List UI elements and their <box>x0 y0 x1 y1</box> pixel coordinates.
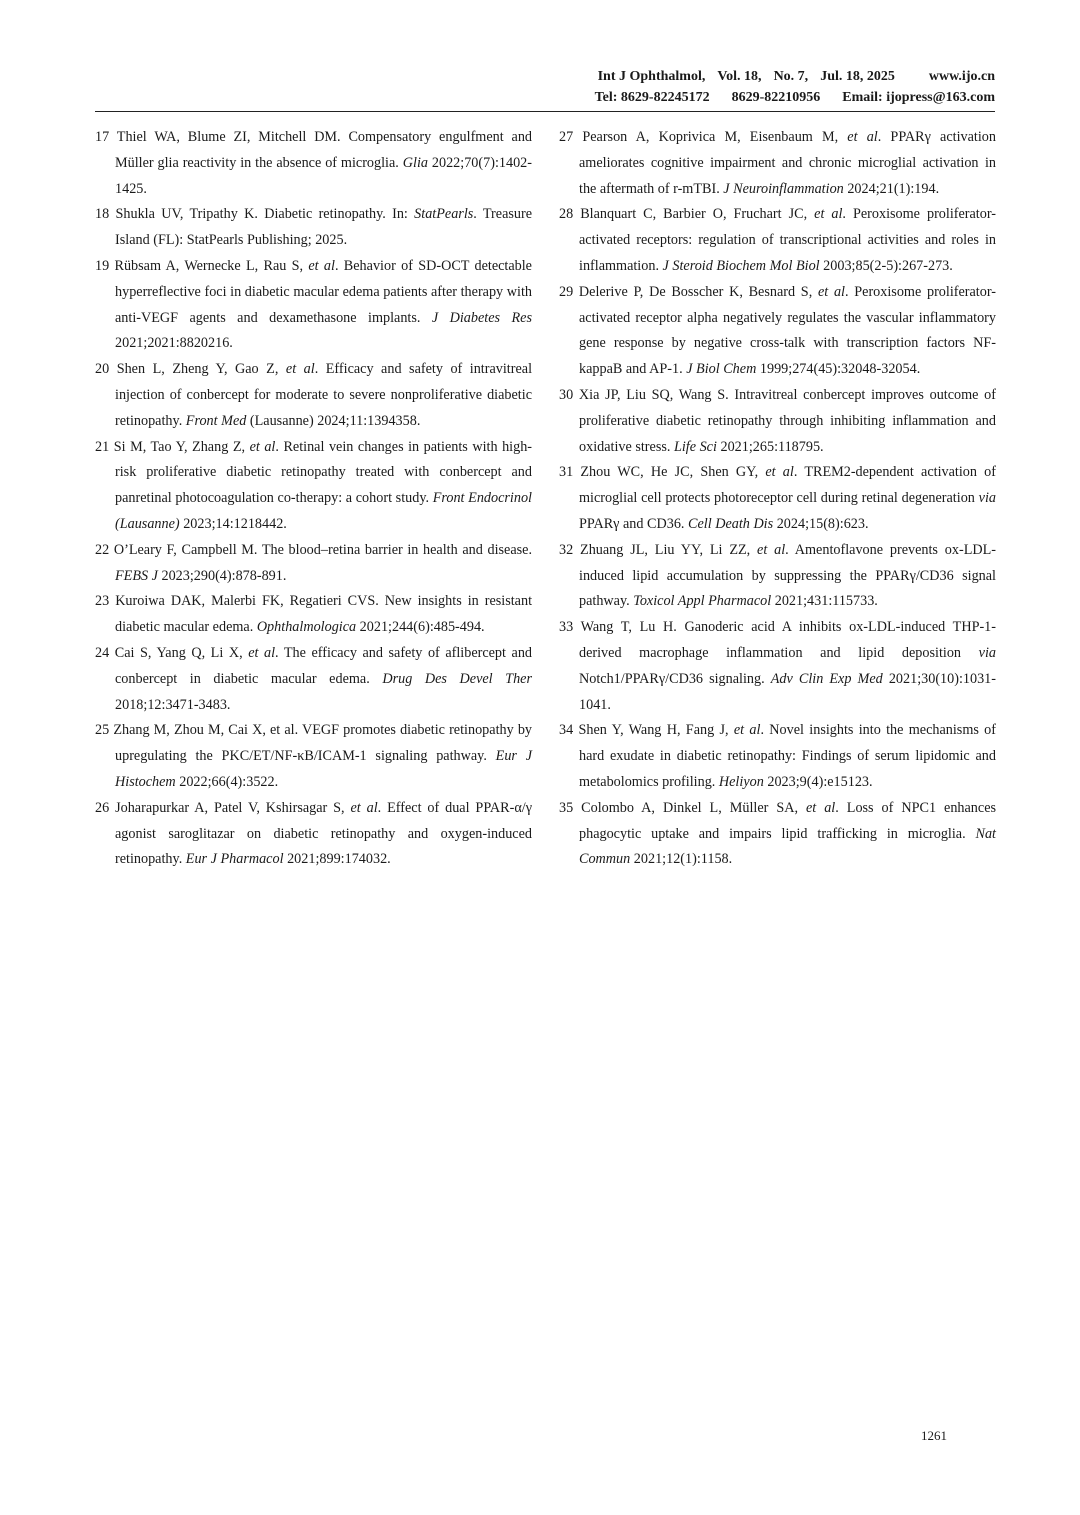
reference-et-al: et al <box>805 799 836 816</box>
reference-et-al: et al <box>285 361 315 378</box>
reference-text: . Behavior of SD-OCT detectable hyperreflective foci in diabetic macular edema patients after therapy with anti-VEGF agents and dexamethasone implants. <box>115 257 532 326</box>
reference-citation: 2023;9(4):e15123. <box>763 773 873 790</box>
reference-number: 19 <box>95 257 110 274</box>
reference-number: 23 <box>95 593 110 610</box>
reference-journal: Cell Death Dis <box>688 515 774 532</box>
running-header <box>95 66 995 108</box>
reference-citation: 2021;30(10):1031-1041. <box>579 670 996 713</box>
journal-name: Int J Ophthalmol, <box>597 69 706 84</box>
reference-number: 25 <box>95 722 110 739</box>
reference-25 <box>95 718 532 795</box>
reference-journal: StatPearls <box>414 206 474 223</box>
reference-journal: Drug Des Devel Ther <box>382 670 532 687</box>
reference-22 <box>95 538 532 590</box>
reference-citation: 2024;21(1):194. <box>843 180 940 197</box>
reference-citation: 2021;431:115733. <box>771 593 878 610</box>
reference-journal: Toxicol Appl Pharmacol <box>633 593 772 610</box>
reference-citation: 2003;85(2-5):267-273. <box>819 257 953 274</box>
reference-et-al: et al <box>249 438 276 455</box>
reference-text: Rübsam A, Wernecke L, Rau S, <box>114 257 309 274</box>
reference-journal: Life Sci <box>673 438 717 455</box>
reference-text: O’Leary F, Campbell M. The blood–retina barrier in health and disease. <box>113 541 533 558</box>
reference-28 <box>559 202 996 279</box>
reference-34 <box>559 718 996 795</box>
reference-number: 34 <box>559 722 574 739</box>
reference-32 <box>559 538 996 615</box>
reference-citation: (Lausanne) 2024;11:1394358. <box>246 412 421 429</box>
reference-journal: Eur J Histochem <box>115 748 532 790</box>
reference-27 <box>559 125 996 202</box>
reference-citation: 2023;14:1218442. <box>179 515 287 532</box>
references-right-column <box>559 125 996 873</box>
journal-email: Email: ijopress@163.com <box>842 90 995 105</box>
reference-35 <box>559 796 996 873</box>
reference-26 <box>95 796 532 873</box>
reference-text: . Peroxisome proliferator-activated receptors: regulation of transcriptional activities and roles in inflammation. <box>579 206 997 274</box>
reference-number: 27 <box>559 129 574 145</box>
reference-et-al: et al <box>248 644 276 661</box>
reference-20 <box>95 357 532 434</box>
reference-journal: J Steroid Biochem Mol Biol <box>662 257 820 274</box>
reference-citation: 2023;290(4):878-891. <box>157 567 287 584</box>
reference-via: via <box>978 490 996 507</box>
reference-text: Kuroiwa DAK, Malerbi FK, Regatieri CVS. New insights in resistant diabetic macular edema. <box>115 593 533 636</box>
reference-number: 17 <box>95 129 110 145</box>
reference-text: Joharapurkar A, Patel V, Kshirsagar S, <box>115 799 351 816</box>
reference-text: Blanquart C, Barbier O, Fruchart JC, <box>580 206 815 223</box>
journal-issue: No. 7, <box>773 69 809 84</box>
header-rule <box>95 111 995 112</box>
reference-number: 29 <box>559 283 574 300</box>
reference-et-al: et al <box>757 541 786 558</box>
reference-citation: 2022;66(4):3522. <box>175 773 279 790</box>
reference-journal: J Diabetes Res <box>431 309 532 326</box>
reference-text: . Retinal vein changes in patients with high-risk proliferative diabetic retinopathy treated with conbercept and panretinal photocoagulation co-therapy: a cohort study. <box>115 438 533 507</box>
header-contact-line <box>95 87 995 108</box>
reference-text: . Efficacy and safety of intravitreal injection of conbercept for moderate to severe nonproliferative diabetic retinopathy. <box>115 361 533 429</box>
reference-33 <box>559 615 996 718</box>
reference-text: . Peroxisome proliferator-activated receptor alpha negatively regulates the vascular inflammatory gene response by negative cross-talk with transcription factors NF-kappaB and AP-1. <box>579 283 997 378</box>
journal-volume: Vol. 18, <box>717 69 762 84</box>
reference-journal: Glia <box>402 154 428 171</box>
reference-29 <box>559 280 996 383</box>
reference-via: via <box>978 644 996 661</box>
reference-number: 20 <box>95 361 110 378</box>
reference-number: 26 <box>95 799 110 816</box>
reference-journal: Eur J Pharmacol <box>185 851 284 868</box>
reference-text: Thiel WA, Blume ZI, Mitchell DM. Compensatory engulfment and Müller glia reactivity in the absence of microglia. <box>115 129 533 171</box>
reference-et-al: et al <box>765 464 794 481</box>
reference-number: 33 <box>559 619 574 636</box>
reference-citation: 2021;899:174032. <box>283 851 391 868</box>
reference-et-al: et al <box>814 206 843 223</box>
reference-text: . Effect of dual PPAR-α/γ agonist saroglitazar on diabetic retinopathy and oxygen-induced retinopathy. <box>115 799 532 868</box>
reference-text: Si M, Tao Y, Zhang Z, <box>113 438 250 455</box>
reference-text: Cai S, Yang Q, Li X, <box>114 644 249 661</box>
reference-text: Shukla UV, Tripathy K. Diabetic retinopathy. In: <box>115 206 415 223</box>
reference-citation: 2021;265:118795. <box>716 438 824 455</box>
reference-text: Zhuang JL, Liu YY, Li ZZ, <box>580 541 758 558</box>
reference-text: . Novel insights into the mechanisms of hard exudate in diabetic retinopathy: Findings of serum lipidomic and metabolomics profiling. <box>579 722 997 790</box>
reference-text: Notch1/PPARγ/CD36 signaling. <box>579 670 771 687</box>
reference-text: . PPARγ activation ameliorates cognitive impairment and chronic microglial activation in the aftermath of r-mTBI. <box>579 129 996 197</box>
reference-number: 18 <box>95 206 110 223</box>
reference-text: . Loss of NPC1 enhances phagocytic uptake and impairs lipid trafficking in microglia. <box>579 799 997 842</box>
reference-number: 28 <box>559 206 574 223</box>
reference-journal: Front Med <box>185 412 247 429</box>
reference-text: . TREM2-dependent activation of microglial cell protects photoreceptor cell during retinal degeneration <box>579 464 997 507</box>
reference-et-al: et al <box>817 283 845 300</box>
reference-18 <box>95 202 532 254</box>
reference-citation: . Treasure Island (FL): StatPearls Publishing; 2025. <box>115 206 533 249</box>
reference-citation: 2021;2021:8820216. <box>115 335 233 352</box>
reference-et-al: et al <box>308 257 335 274</box>
journal-tel-2: 8629-82210956 <box>731 90 821 105</box>
reference-citation: 2022;70(7):1402-1425. <box>115 154 532 197</box>
reference-text: PPARγ and CD36. <box>579 515 689 532</box>
reference-journal: Adv Clin Exp Med <box>770 670 883 687</box>
reference-text: Wang T, Lu H. Ganoderic acid A inhibits ox-LDL-induced THP-1-derived macrophage inflammation and lipid deposition <box>579 619 996 661</box>
reference-21 <box>95 435 532 538</box>
reference-text: . The efficacy and safety of aflibercept and conbercept in diabetic macular edema. <box>115 644 533 687</box>
reference-journal: FEBS J <box>115 567 158 584</box>
reference-24 <box>95 641 532 718</box>
reference-19 <box>95 254 532 357</box>
reference-citation: 1999;274(45):32048-32054. <box>756 361 921 378</box>
page-number: 1261 <box>921 1428 947 1443</box>
journal-date: Jul. 18, 2025 <box>820 69 895 84</box>
reference-text: Shen L, Zheng Y, Gao Z, <box>116 361 286 378</box>
reference-journal: Front Endocrinol (Lausanne) <box>115 490 532 532</box>
reference-journal: J Neuroinflammation <box>723 180 844 197</box>
reference-number: 24 <box>95 644 110 661</box>
reference-text: Delerive P, De Bosscher K, Besnard S, <box>578 283 818 300</box>
reference-journal: J Biol Chem <box>686 361 757 378</box>
reference-30 <box>559 383 996 460</box>
reference-et-al: et al <box>733 722 761 739</box>
header-journal-line <box>95 66 995 87</box>
reference-text: Colombo A, Dinkel L, Müller SA, <box>581 799 806 816</box>
reference-journal: Ophthalmologica <box>256 619 357 636</box>
reference-23 <box>95 589 532 641</box>
reference-journal: Heliyon <box>718 773 764 790</box>
reference-text: Pearson A, Koprivica M, Eisenbaum M, <box>582 129 848 145</box>
reference-17 <box>95 125 532 202</box>
journal-tel: Tel: 8629-82245172 <box>594 90 710 105</box>
reference-number: 21 <box>95 438 110 455</box>
reference-et-al: et al <box>350 799 378 816</box>
reference-text: Zhou WC, He JC, Shen GY, <box>580 464 766 481</box>
reference-text: Xia JP, Liu SQ, Wang S. Intravitreal conbercept improves outcome of proliferative diabetic retinopathy through inhibiting inflammation and oxidative stress. <box>578 386 996 455</box>
reference-number: 31 <box>559 464 574 481</box>
reference-citation: 2021;244(6):485-494. <box>356 619 485 636</box>
reference-31 <box>559 460 996 537</box>
reference-journal: Nat Commun <box>579 825 996 868</box>
reference-number: 22 <box>95 541 110 558</box>
reference-text: Zhang M, Zhou M, Cai X, et al. VEGF promotes diabetic retinopathy by upregulating the PKC/ET/NF-κB/ICAM-1 signaling pathway. <box>113 722 533 765</box>
reference-citation: 2021;12(1):1158. <box>630 851 733 868</box>
reference-text: . Amentoflavone prevents ox-LDL-induced lipid accumulation by suppressing the PPARγ/CD36 signal pathway. <box>579 541 996 610</box>
references-left-column <box>95 125 532 873</box>
reference-citation: 2024;15(8):623. <box>773 515 869 532</box>
reference-citation: 2018;12:3471-3483. <box>115 696 231 713</box>
reference-number: 30 <box>559 386 574 403</box>
reference-et-al: et al <box>847 129 878 145</box>
reference-number: 35 <box>559 799 574 816</box>
reference-number: 32 <box>559 541 574 558</box>
reference-text: Shen Y, Wang H, Fang J, <box>578 722 734 739</box>
journal-website: www.ijo.cn <box>928 69 995 84</box>
